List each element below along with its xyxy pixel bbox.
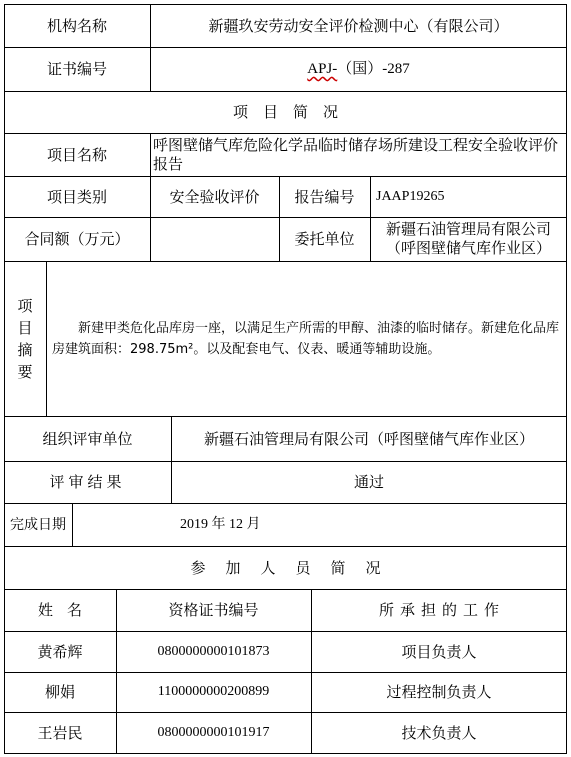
contract-amount-value <box>150 217 279 261</box>
completion-date-label: 完成日期 <box>10 516 66 533</box>
contract-amount-label: 合同额（万元） <box>24 230 130 248</box>
project-type-label: 项目类别 <box>46 187 107 206</box>
client-value: 新疆石油管理局有限公司（呼图壁储气库作业区） <box>385 220 551 257</box>
participant-role: 过程控制负责人 <box>386 683 492 701</box>
project-overview-heading: 项 目 简 况 <box>232 103 338 121</box>
summary-text: 新建甲类危化品库房一座，以满足生产所需的甲醇、油漆的临时储存。新建危化品库房建筑面积：298.75m²。以及配套电气、仪表、暖通等辅助设施。 <box>52 320 560 357</box>
participant-cert-no: 1100000000200899 <box>157 684 270 699</box>
org-value: 新疆玖安劳动安全评价检测中心（有限公司） <box>208 16 509 35</box>
project-name-value: 呼图壁储气库危险化学品临时储存场所建设工程安全验收评价报告 <box>153 135 559 173</box>
cert-prefix: APJ- <box>307 61 338 77</box>
org-label: 机构名称 <box>46 16 107 35</box>
summary-label <box>4 261 46 416</box>
participant-name: 黄希辉 <box>37 642 83 661</box>
participants-col-name: 姓名 <box>37 601 96 619</box>
col-divider <box>72 503 73 546</box>
participants-heading: 参加人员简况 <box>190 558 401 577</box>
participant-name: 柳娟 <box>44 683 75 701</box>
cert-suffix: （国）-287 <box>337 61 410 77</box>
participant-name: 王岩民 <box>37 724 83 742</box>
review-result-label: 评审结果 <box>49 473 126 491</box>
project-name-label: 项目名称 <box>46 145 107 164</box>
cert-value <box>150 47 567 91</box>
cert-label: 证书编号 <box>46 60 107 78</box>
review-org-value: 新疆石油管理局有限公司（呼图壁储气库作业区） <box>203 429 534 448</box>
col-divider <box>370 176 371 261</box>
summary-label-char: 项 <box>17 296 33 315</box>
participant-role: 项目负责人 <box>401 642 477 661</box>
participant-role: 技术负责人 <box>401 724 477 742</box>
client-label: 委托单位 <box>294 230 355 248</box>
participants-col-cert: 资格证书编号 <box>168 601 259 619</box>
participant-cert-no: 0800000000101873 <box>157 643 270 659</box>
report-number-value: JAAP19265 <box>376 188 445 204</box>
participant-cert-no: 0800000000101917 <box>157 725 270 740</box>
project-type-value: 安全验收评价 <box>169 187 260 206</box>
completion-date-value: 2019 年 12 月 <box>180 516 261 532</box>
review-result-value: 通过 <box>353 473 384 491</box>
review-org-label: 组织评审单位 <box>42 429 133 448</box>
summary-label-char: 目 <box>17 318 33 337</box>
report-number-label: 报告编号 <box>294 187 355 206</box>
summary-label-char: 摘 <box>17 340 33 359</box>
participants-col-role: 所承担的工作 <box>378 601 505 619</box>
summary-label-char: 要 <box>17 362 33 381</box>
col-divider <box>46 261 47 416</box>
